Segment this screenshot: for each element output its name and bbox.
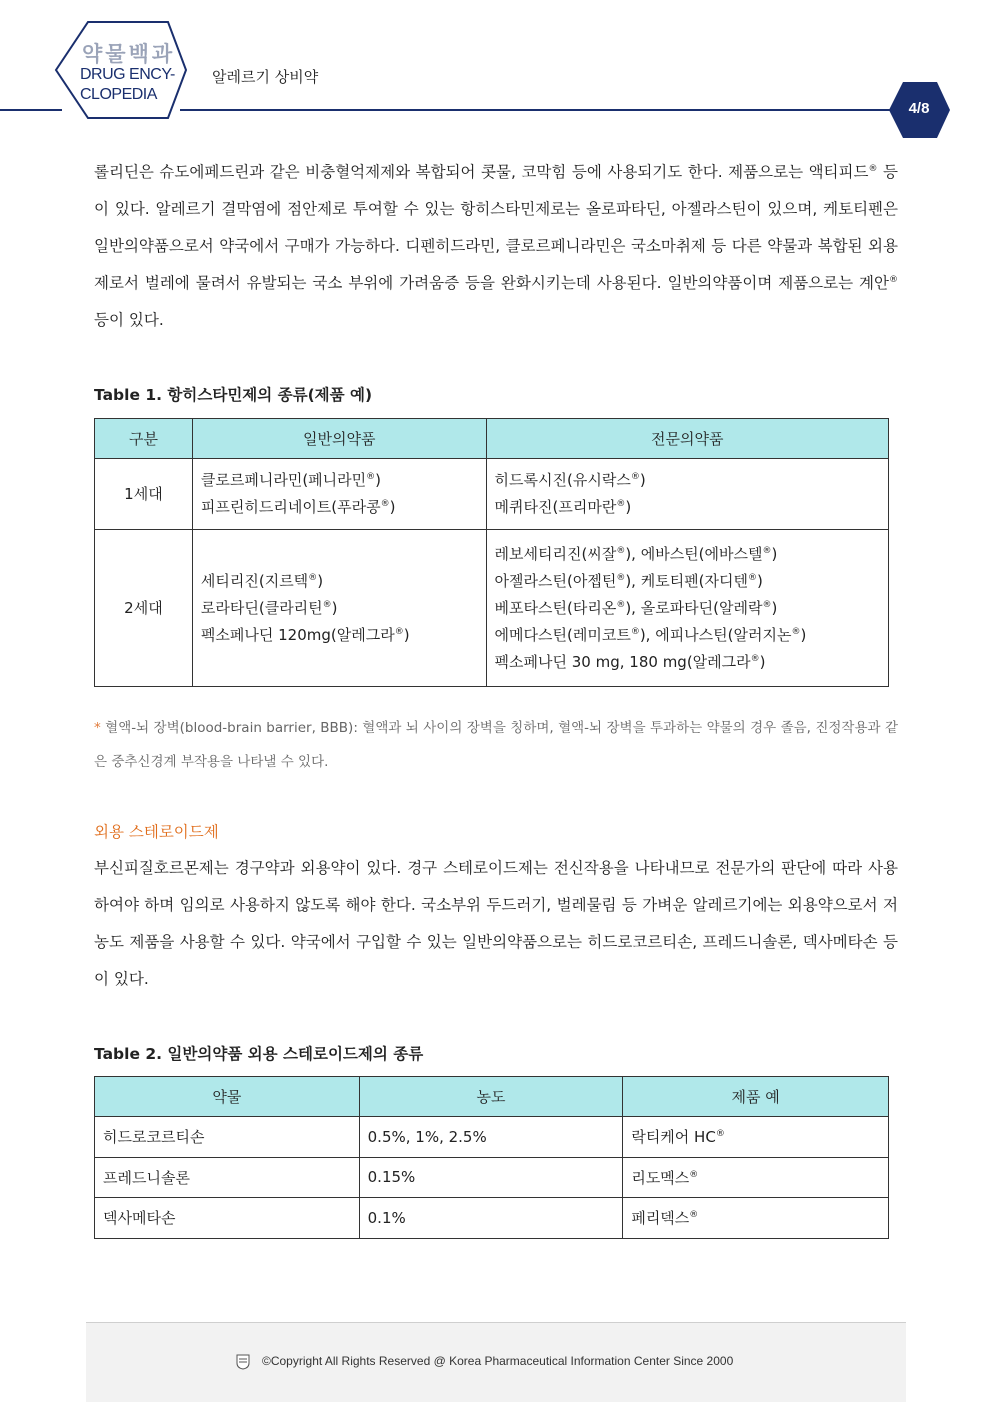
otc-cell bbox=[192, 459, 486, 530]
table2-wrapper bbox=[94, 1076, 898, 1239]
generation-cell: 1세대 bbox=[95, 459, 193, 530]
drug-line: 아젤라스틴(아젭틴®), 케토티펜(자디텐®) bbox=[494, 571, 763, 590]
shield-icon bbox=[236, 1354, 250, 1370]
footnote bbox=[94, 711, 898, 779]
drug-cell: 히드로코르티손 bbox=[95, 1117, 360, 1158]
drug-line: 로라타딘(클라리틴®) bbox=[200, 598, 338, 617]
document-title: 알레르기 상비약 bbox=[212, 68, 319, 86]
drug-cell: 프레드니솔론 bbox=[95, 1157, 360, 1198]
logo-english-line1: DRUG ENCY- bbox=[80, 66, 175, 83]
table-header-row bbox=[95, 419, 889, 459]
drug-cell: 덱사메타손 bbox=[95, 1198, 360, 1239]
intro-text-a: 롤리딘은 슈도에페드린과 같은 비충혈억제제와 복합되어 콧물, 코막힘 등에 사용되기도 한다. 제품으로는 액티피드 bbox=[94, 163, 869, 181]
header-rx: 전문의약품 bbox=[486, 419, 888, 459]
concentration-cell: 0.5%, 1%, 2.5% bbox=[359, 1117, 623, 1158]
section-title: 외용 스테로이드제 bbox=[94, 823, 219, 841]
product-cell: 페리덱스® bbox=[623, 1198, 889, 1239]
registered-mark: ® bbox=[868, 163, 878, 174]
table1-caption: Table 1. 항히스타민제의 종류(제품 예) bbox=[94, 386, 373, 404]
rx-cell bbox=[486, 530, 888, 687]
section2-paragraph: 부신피질호르몬제는 경구약과 외용약이 있다. 경구 스테로이드제는 전신작용을 나타내므로 전문가의 판단에 따라 사용하여야 하며 임의로 사용하지 않도록 해야 한다. 국소부위 두드러기, 벌레물림 등 가벼운 알레르기에는 외용약으로서 저농도 제품을 사용할 수 있다. 약국에서 구입할 수 있는 일반의약품으로는 히드로코르티손, 프레드니솔론, 덱사메타손 등이 있다. bbox=[94, 859, 898, 988]
antihistamine-table bbox=[94, 418, 889, 687]
logo-english-line2: CLOPEDIA bbox=[80, 86, 157, 103]
table-row bbox=[95, 1117, 889, 1158]
table2-section bbox=[94, 1042, 898, 1064]
otc-cell bbox=[192, 530, 486, 687]
drug-line: 클로르페니라민(페니라민®) bbox=[200, 471, 381, 489]
section2 bbox=[94, 820, 898, 842]
section2-body bbox=[94, 850, 898, 998]
table-row bbox=[95, 1157, 889, 1198]
generation-cell: 2세대 bbox=[95, 530, 193, 687]
table-header-row bbox=[95, 1077, 889, 1117]
drug-line: 세티리진(지르텍®) bbox=[200, 571, 324, 590]
registered-mark: ® bbox=[889, 274, 898, 285]
header-category: 구분 bbox=[95, 419, 193, 459]
drug-line: 메퀴타진(프리마란®) bbox=[494, 498, 632, 516]
table-row bbox=[95, 1198, 889, 1239]
intro-text-c: 등이 있다. bbox=[94, 311, 164, 329]
drug-line: 히드록시진(유시락스®) bbox=[494, 471, 646, 489]
intro-text-b: 등이 있다. 알레르기 결막염에 점안제로 투여할 수 있는 항히스타민제로는 올로파타딘, 아젤라스틴이 있으며, 케토티펜은 일반의약품으로서 약국에서 구매가 가능하다. 디펜히드라민, 클로르페니라민은 국소마취제 등 다른 약물과 복합된 외용제로서 벌레에 물려서 유발되는 국소 부위에 가려움증 등을 완화시키는데 사용된다. 일반의약품이며 제품으로는 계안 bbox=[94, 163, 898, 292]
footnote-text: 혈액-뇌 장벽(blood-brain barrier, BBB): 혈액과 뇌 사이의 장벽을 칭하며, 혈액-뇌 장벽을 투과하는 약물의 경우 졸음, 진정작용과 같은 중추신경계 부작용을 나타낼 수 있다. bbox=[94, 720, 898, 770]
logo-korean: 약물백과 bbox=[82, 42, 176, 66]
concentration-cell: 0.15% bbox=[359, 1157, 623, 1198]
table1-section bbox=[94, 383, 898, 405]
drug-line: 펙소페나딘 120mg(알레그라®) bbox=[200, 625, 410, 644]
table2-caption: Table 2. 일반의약품 외용 스테로이드제의 종류 bbox=[94, 1045, 424, 1063]
product-cell: 락티케어 HC® bbox=[623, 1117, 889, 1158]
intro-section bbox=[94, 154, 898, 339]
rx-cell bbox=[486, 459, 888, 530]
header-drug: 약물 bbox=[95, 1077, 360, 1117]
product-cell: 리도멕스® bbox=[623, 1157, 889, 1198]
page-number: 4/8 bbox=[908, 100, 930, 117]
drug-line: 피프린히드리네이트(푸라콩®) bbox=[200, 498, 396, 516]
drug-line: 에메다스틴(레미코트®), 에피나스틴(알러지논®) bbox=[494, 625, 807, 644]
header-product: 제품 예 bbox=[623, 1077, 889, 1117]
header-otc: 일반의약품 bbox=[192, 419, 486, 459]
copyright-text: ©Copyright All Rights Reserved @ Korea Pharmaceutical Information Center Since 2000 bbox=[262, 1354, 734, 1368]
header-concentration: 농도 bbox=[359, 1077, 623, 1117]
intro-paragraph bbox=[94, 154, 898, 339]
drug-line: 베포타스틴(타리온®), 올로파타딘(알레락®) bbox=[494, 598, 778, 617]
table1-wrapper bbox=[94, 418, 898, 687]
drug-line: 레보세티리진(씨잘®), 에바스틴(에바스텔®) bbox=[494, 544, 778, 563]
table-row bbox=[95, 459, 889, 530]
concentration-cell: 0.1% bbox=[359, 1198, 623, 1239]
page-header bbox=[0, 0, 992, 140]
footnote-star: * bbox=[94, 720, 101, 736]
steroid-table bbox=[94, 1076, 889, 1239]
drug-line: 펙소페나딘 30 mg, 180 mg(알레그라®) bbox=[494, 652, 766, 671]
table-row bbox=[95, 530, 889, 687]
footnote-section bbox=[94, 711, 898, 779]
